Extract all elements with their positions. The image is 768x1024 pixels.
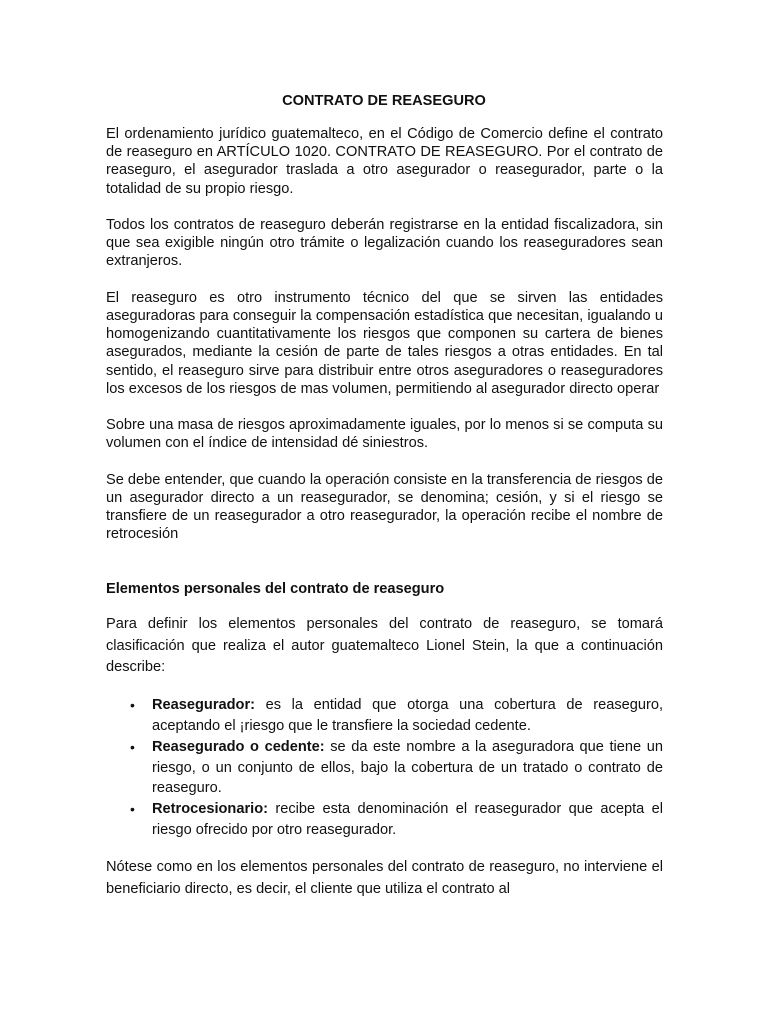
paragraph-2: Todos los contratos de reaseguro deberán registrarse en la entidad fiscalizadora, sin que sea exigible ningún otro trámite o legalización cuando los reaseguradores sean extranjeros. xyxy=(106,217,663,270)
item-text: es la entidad que otorga una cobertura de reaseguro, aceptando el ¡riesgo que le transfiere la sociedad cedente. xyxy=(152,697,663,734)
item-text: recibe esta denominación el reasegurador que acepta el riesgo ofrecido por otro reasegurador. xyxy=(152,801,663,838)
section-intro: Para definir los elementos personales del contrato de reaseguro, se tomará clasificación que realiza el autor guatemalteco Lionel Stein, la que a continuación describe: xyxy=(106,615,663,676)
item-term: Reasegurador: xyxy=(152,697,255,714)
item-term: Retrocesionario: xyxy=(152,801,268,818)
list-item xyxy=(106,799,663,841)
list-item xyxy=(106,695,663,737)
document-body xyxy=(106,125,663,900)
item-term: Reasegurado o cedente: xyxy=(152,738,325,755)
paragraph-3: El reaseguro es otro instrumento técnico del que se sirven las entidades aseguradoras para conseguir la compensación estadística que necesitan, igualando u homogenizando cuantitativamente los riesgos que componen su cartera de bienes asegurados, mediante la cesión de parte de tales riesgos a otras entidades. En tal sentido, el reaseguro sirve para distribuir entre otros aseguradores o reaseguradores los excesos de los riesgos de mas volumen, permitiendo al asegurador directo operar xyxy=(106,289,663,397)
section-heading: Elementos personales del contrato de reaseguro xyxy=(106,580,445,597)
list-item xyxy=(106,737,663,799)
paragraph-5: Se debe entender, que cuando la operación consiste en la transferencia de riesgos de un asegurador directo a un reasegurador, se denomina; cesión, y si el riesgo se transfiere de un reasegurador a otro reasegurador, la operación recibe el nombre de retrocesión xyxy=(106,471,663,543)
bullet-icon: • xyxy=(130,738,135,755)
paragraph-4: Sobre una masa de riesgos aproximadamente iguales, por lo menos si se computa su volumen con el índice de intensidad dé siniestros. xyxy=(106,417,663,452)
paragraph-1: El ordenamiento jurídico guatemalteco, en el Código de Comercio define el contrato de reaseguro en ARTÍCULO 1020. CONTRATO DE REASEGURO. Por el contrato de reaseguro, el asegurador traslada a otro asegurador o reasegurador, parte o la totalidad de su propio riesgo. xyxy=(106,126,663,197)
closing-paragraph: Nótese como en los elementos personales del contrato de reaseguro, no interviene el beneficiario directo, es decir, el cliente que utiliza el contrato al xyxy=(106,858,663,897)
element-list xyxy=(106,695,663,841)
bullet-icon: • xyxy=(130,801,135,818)
item-text: se da este nombre a la aseguradora que tiene un riesgo, o un conjunto de ellos, bajo la cobertura de un tratado o contrato de reaseguro. xyxy=(152,738,663,797)
document-title: CONTRATO DE REASEGURO xyxy=(282,93,486,109)
bullet-icon: • xyxy=(130,697,135,714)
